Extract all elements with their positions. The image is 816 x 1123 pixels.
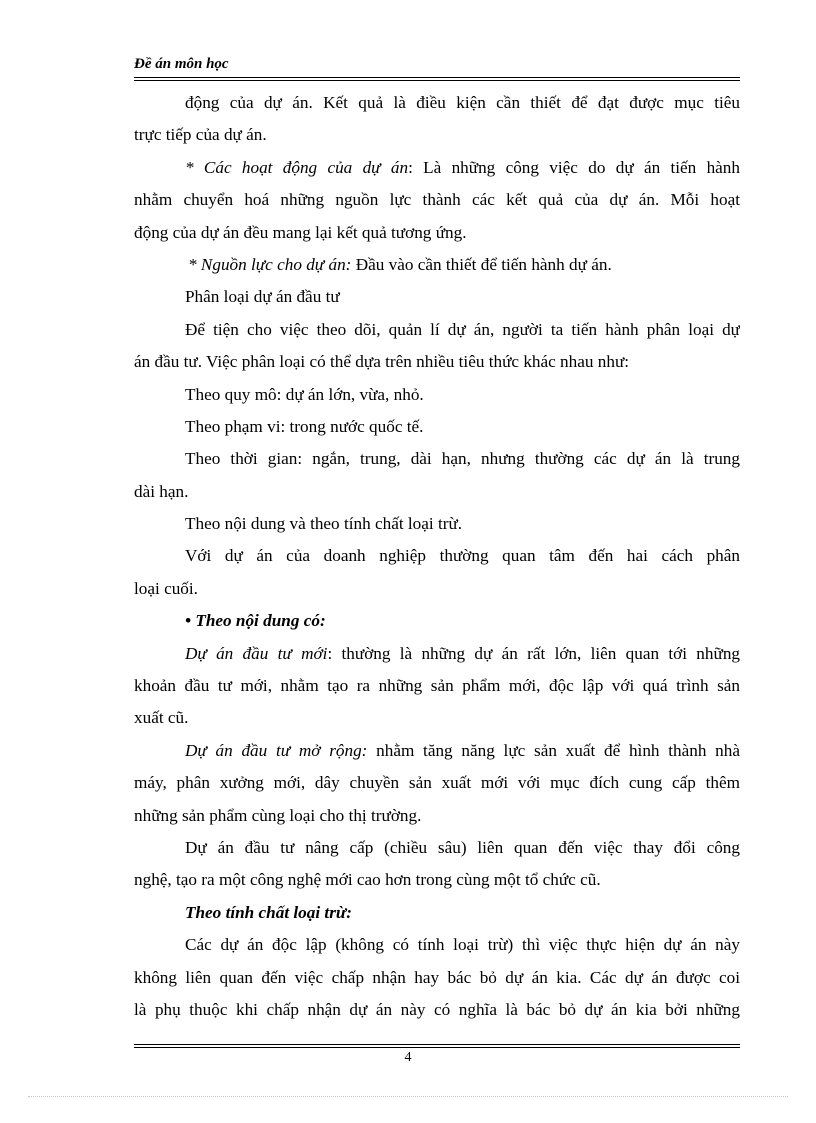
text-line: máy, phân xưởng mới, dây chuyền sản xuất mới với mục đích cung cấp thêm: [134, 773, 740, 793]
footer-rule-top: [134, 1044, 740, 1045]
text-line: khoản đầu tư mới, nhằm tạo ra những sản phẩm mới, độc lập với quá trình sản: [134, 676, 740, 696]
text-line: loại cuối.: [134, 578, 198, 598]
text-line: động của dự án. Kết quả là điều kiện cần thiết để đạt được mục tiêu: [185, 93, 740, 112]
text-line: Để tiện cho việc theo dõi, quản lí dự án, người ta tiến hành phân loại dự: [185, 319, 740, 339]
text-line: không liên quan đến việc chấp nhận hay bác bỏ dự án kia. Các dự án được coi: [134, 967, 740, 987]
text-line: Với dự án của doanh nghiệp thường quan tâm đến hai cách phân: [185, 546, 740, 566]
section-heading: Phân loại dự án đầu tư: [185, 287, 340, 307]
term-text: Đầu vào cần thiết để tiến hành dự án.: [351, 254, 612, 274]
header-title: Đề án môn học: [134, 56, 229, 72]
text-line: xuất cũ.: [134, 708, 189, 728]
text-line: Dự án đầu tư nâng cấp (chiều sâu) liên quan đến việc thay đổi công: [185, 837, 740, 857]
text-line: Theo thời gian: ngắn, trung, dài hạn, nhưng thường các dự án là trung: [185, 449, 740, 469]
text-line: trực tiếp của dự án.: [134, 125, 267, 145]
text-line: Theo quy mô: dự án lớn, vừa, nhỏ.: [185, 384, 424, 404]
term-label: Dự án đầu tư mới: [185, 643, 328, 663]
text-line: động của dự án đều mang lại kết quả tương ứng.: [134, 222, 467, 242]
term-label: * Các hoạt động của dự án: [185, 157, 409, 177]
term-text: nhằm tăng năng lực sản xuất để hình thành nhà: [367, 740, 740, 760]
header-rule-top: [134, 77, 740, 78]
footer-rule-bottom: [134, 1047, 740, 1048]
text-line: là phụ thuộc khi chấp nhận dự án này có nghĩa là bác bỏ dự án kia bởi những: [134, 999, 740, 1019]
term-text: : thường là những dự án rất lớn, liên quan tới những: [327, 643, 740, 663]
text-line: dài hạn.: [134, 481, 189, 501]
term-text: : Là những công việc do dự án tiến hành: [408, 157, 740, 177]
subheading-content: • Theo nội dung có:: [185, 611, 326, 631]
page-number: 4: [404, 1050, 412, 1065]
text-line: nhằm chuyển hoá những nguồn lực thành các kết quả của dự án. Mỗi hoạt: [134, 190, 740, 210]
term-label: * Nguồn lực cho dự án:: [188, 254, 352, 274]
term-label: Dự án đầu tư mở rộng:: [185, 740, 368, 760]
text-line: án đầu tư. Việc phân loại có thể dựa trên nhiều tiêu thức khác nhau như:: [134, 352, 630, 372]
text-line: Các dự án độc lập (không có tính loại trừ) thì việc thực hiện dự án này: [185, 935, 740, 955]
text-line: Theo phạm vi: trong nước quốc tế.: [185, 416, 424, 436]
page-edge-divider: [28, 1096, 788, 1097]
text-line: nghệ, tạo ra một công nghệ mới cao hơn trong cùng một tổ chức cũ.: [134, 870, 601, 890]
body-text: [134, 87, 740, 1026]
text-line: [134, 152, 740, 184]
text-line: [134, 638, 740, 670]
subheading-exclusion: Theo tính chất loại trừ:: [185, 902, 352, 922]
text-line: những sản phẩm cùng loại cho thị trường.: [134, 805, 422, 825]
text-line: Theo nội dung và theo tính chất loại trừ.: [185, 514, 463, 534]
text-line: [134, 249, 740, 281]
text-line: [134, 735, 740, 767]
header-rule-bottom: [134, 80, 740, 81]
